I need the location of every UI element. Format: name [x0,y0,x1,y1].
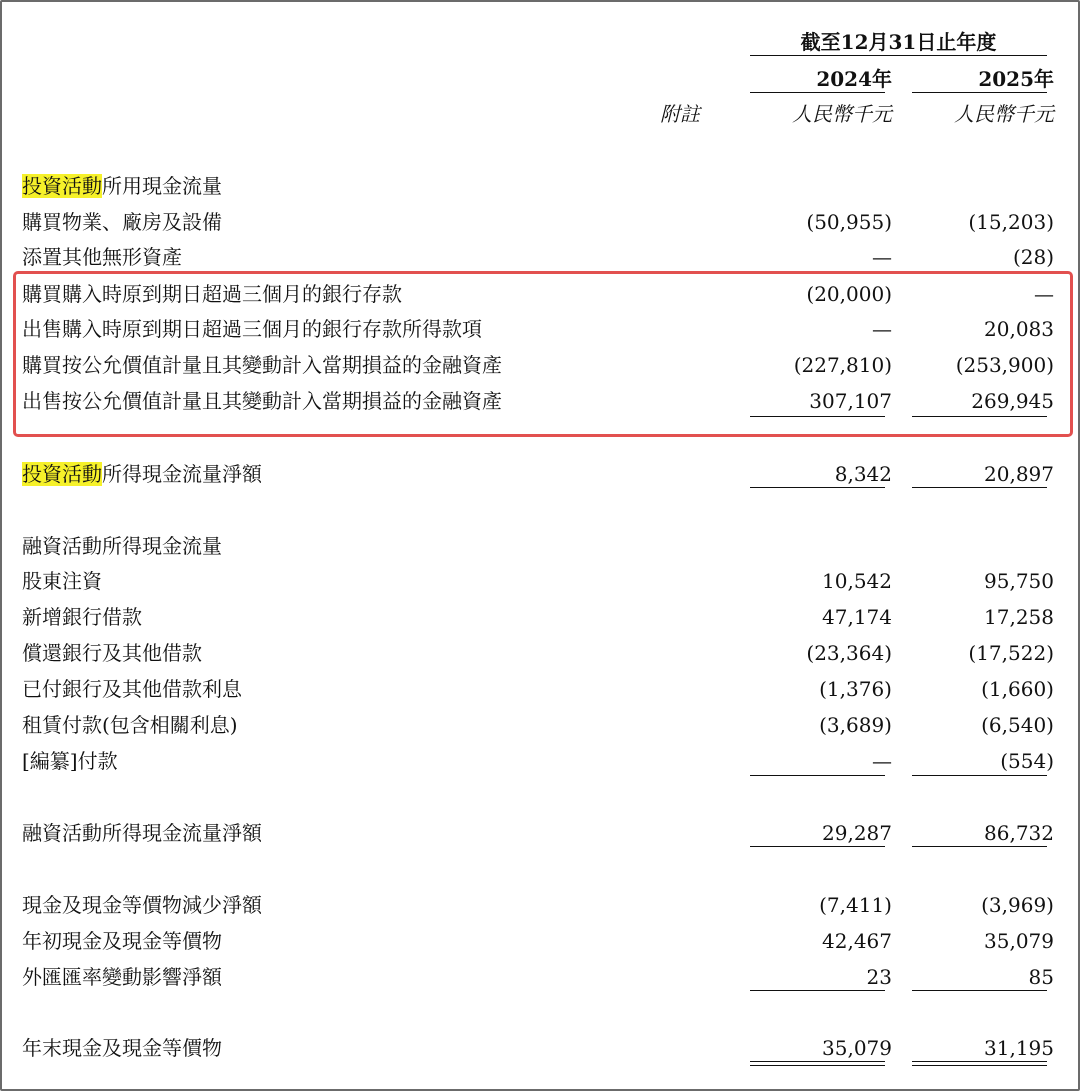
financing-net-2025: 86,732 [984,821,1054,845]
ending-cash-2024: 35,079 [822,1036,892,1060]
row-value-2025: (253,900) [955,353,1054,377]
row-value-2025: (6,540) [981,713,1054,737]
financing-section-title: 融資活動所得現金流量 [22,534,222,558]
row-value-2025: 269,945 [971,389,1054,413]
row-value-2025: 35,079 [984,929,1054,953]
ending-cash-label: 年末現金及現金等價物 [22,1036,222,1060]
row-value-2024: — [872,245,892,269]
row-value-2025: (15,203) [968,210,1054,234]
row-value-2024: 42,467 [822,929,892,953]
financing-net-label: 融資活動所得現金流量淨額 [22,821,262,845]
row-value-2024: 23 [866,965,892,989]
subtotal-underline [912,775,1047,776]
total-underline [912,846,1047,847]
row-label: 購買購入時原到期日超過三個月的銀行存款 [22,282,402,306]
row-label: 新增銀行借款 [22,605,142,629]
row-label: 已付銀行及其他借款利息 [22,677,242,701]
row-value-2025: — [1034,282,1054,306]
year-2024-underline [750,92,885,93]
row-label: 添置其他無形資產 [22,245,182,269]
investing-section-title [22,173,222,199]
row-label: 出售購入時原到期日超過三個月的銀行存款所得款項 [22,317,482,341]
row-value-2025: 20,083 [984,317,1054,341]
total-underline [750,846,885,847]
row-value-2024: 10,542 [822,569,892,593]
row-label: 外匯匯率變動影響淨額 [22,965,222,989]
investing-net-rest: 所得現金流量淨額 [102,462,262,486]
investing-highlight: 投資活動 [22,174,102,198]
row-value-2024: (3,689) [819,713,892,737]
row-value-2025: 85 [1028,965,1054,989]
investing-title-rest: 所用現金流量 [102,174,222,198]
row-label: 租賃付款(包含相關利息) [22,713,238,737]
unit-2025-header: 人民幣千元 [954,102,1054,126]
row-label: 出售按公允價值計量且其變動計入當期損益的金融資產 [22,389,502,413]
row-value-2025: 17,258 [984,605,1054,629]
period-underline [750,55,1047,56]
note-header: 附註 [660,102,700,126]
row-value-2024: 47,174 [822,605,892,629]
row-label: 股東注資 [22,569,102,593]
year-2024-header: 2024年 [816,67,892,91]
row-value-2024: (20,000) [806,282,892,306]
subtotal-underline [750,775,885,776]
year-2025-header: 2025年 [978,67,1054,91]
financing-net-2024: 29,287 [822,821,892,845]
row-value-2024: 307,107 [809,389,892,413]
row-label: [編纂]付款 [22,749,118,773]
row-value-2025: 95,750 [984,569,1054,593]
total-underline [912,487,1047,488]
row-label: 現金及現金等價物減少淨額 [22,893,262,917]
subtotal-underline [750,990,885,991]
subtotal-underline [912,990,1047,991]
year-2025-underline [912,92,1047,93]
row-label: 購買按公允價值計量且其變動計入當期損益的金融資產 [22,353,502,377]
row-label: 償還銀行及其他借款 [22,641,202,665]
grand-total-double-underline [912,1061,1047,1066]
row-value-2024: (1,376) [819,677,892,701]
row-value-2025: (554) [1000,749,1054,773]
row-value-2024: (23,364) [806,641,892,665]
row-value-2025: (17,522) [968,641,1054,665]
row-value-2024: (50,955) [806,210,892,234]
row-label: 購買物業、廠房及設備 [22,210,222,234]
row-label: 年初現金及現金等價物 [22,929,222,953]
ending-cash-2025: 31,195 [984,1036,1054,1060]
row-value-2025: (28) [1012,245,1054,269]
investing-net-highlight: 投資活動 [22,462,102,486]
highlight-box [13,271,1073,437]
row-value-2024: — [872,317,892,341]
grand-total-double-underline [750,1061,885,1066]
investing-net-label [22,461,262,487]
investing-net-2024: 8,342 [834,462,892,486]
row-value-2024: (227,810) [793,353,892,377]
total-underline [750,487,885,488]
row-value-2024: — [872,749,892,773]
row-value-2025: (1,660) [981,677,1054,701]
row-value-2025: (3,969) [981,893,1054,917]
unit-2024-header: 人民幣千元 [792,102,892,126]
row-value-2024: (7,411) [819,893,892,917]
period-header: 截至12月31日止年度 [800,30,997,54]
investing-net-2025: 20,897 [984,462,1054,486]
